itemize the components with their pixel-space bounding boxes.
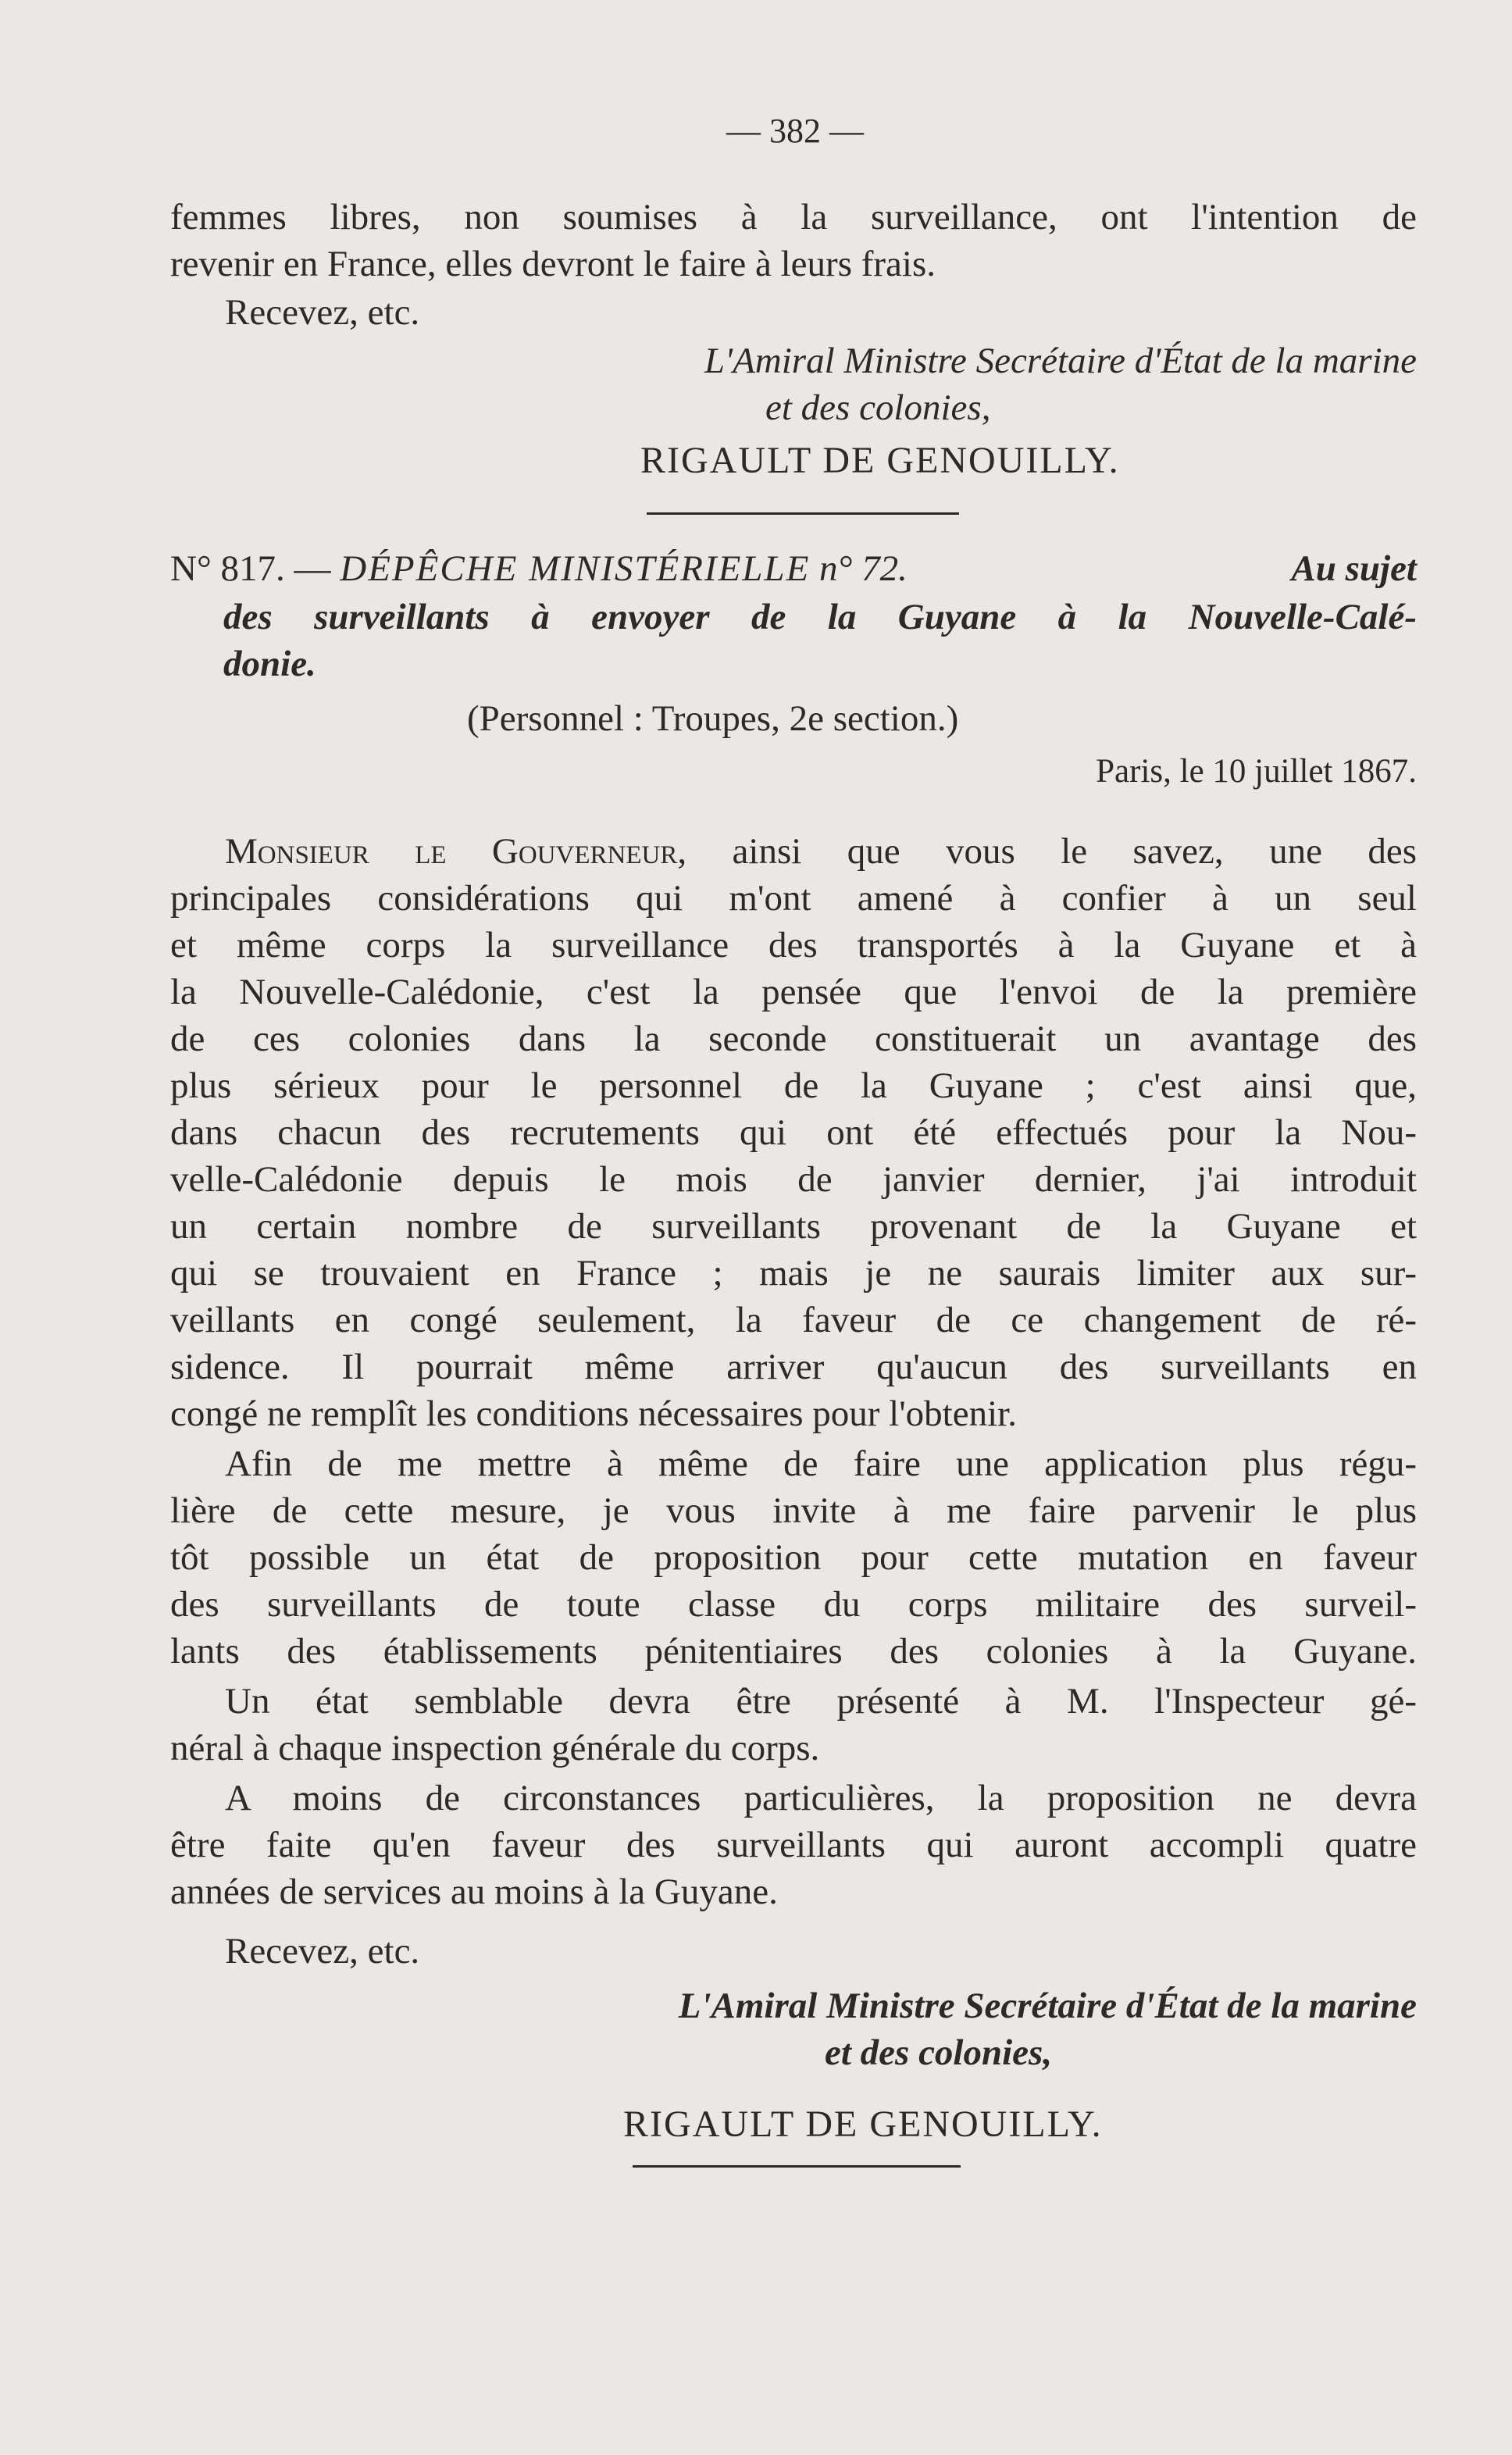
salutation: Monsieur le Gouverneur,	[225, 831, 687, 872]
signature-title: et des colonies,	[765, 387, 991, 428]
body-line: sidence. Il pourrait même arriver qu'aucun des surveillants en	[170, 1347, 1417, 1387]
body-line: tôt possible un état de proposition pour cette mutation en faveur	[170, 1537, 1417, 1578]
body-line: femmes libres, non soumises à la surveillance, ont l'intention de	[170, 197, 1417, 237]
heading-dash: —	[294, 548, 331, 589]
body-line: principales considérations qui m'ont amené à confier à un seul	[170, 878, 1417, 919]
closing-formula: Recevez, etc.	[225, 292, 420, 333]
body-line: années de services au moins à la Guyane.	[170, 1872, 778, 1912]
document-subject: des surveillants à envoyer de la Guyane à la Nouvelle-Calé-	[223, 597, 1417, 637]
signature-title: et des colonies,	[825, 2032, 1053, 2073]
closing-formula: Recevez, etc.	[225, 1931, 420, 1971]
document-heading	[170, 545, 1417, 592]
signature-name: RIGAULT DE GENOUILLY.	[640, 440, 1120, 481]
body-line: revenir en France, elles devront le faire à leurs frais.	[170, 244, 936, 284]
body-line: néral à chaque inspection générale du corps.	[170, 1728, 820, 1768]
body-line: lants des établissements pénitentiaires des colonies à la Guyane.	[170, 1631, 1417, 1672]
page-number: — 382 —	[726, 112, 864, 150]
body-line: congé ne remplît les conditions nécessaires pour l'obtenir.	[170, 1393, 1017, 1434]
body-line: A moins de circonstances particulières, la proposition ne devra	[225, 1778, 1417, 1818]
classification: (Personnel : Troupes, 2e section.)	[467, 698, 959, 739]
body-line: la Nouvelle-Calédonie, c'est la pensée que l'envoi de la première	[170, 972, 1417, 1012]
body-line-text: ainsi que vous le savez, une des	[732, 831, 1417, 872]
body-line: Un état semblable devra être présenté à M. l'Inspecteur gé-	[225, 1681, 1417, 1722]
body-line: Afin de me mettre à même de faire une application plus régu-	[225, 1443, 1417, 1484]
body-line: et même corps la surveillance des transportés à la Guyane et à	[170, 925, 1417, 965]
body-line: des surveillants de toute classe du corps militaire des surveil-	[170, 1584, 1417, 1625]
body-line: un certain nombre de surveillants provenant de la Guyane et	[170, 1206, 1417, 1247]
separator-rule	[633, 2165, 961, 2168]
body-line: dans chacun des recrutements qui ont été effectués pour la Nou-	[170, 1112, 1417, 1153]
separator-rule	[647, 512, 959, 515]
body-line: plus sérieux pour le personnel de la Guyane ; c'est ainsi que,	[170, 1065, 1417, 1106]
signature-title: L'Amiral Ministre Secrétaire d'État de la marine	[678, 1986, 1417, 2026]
body-line: qui se trouvaient en France ; mais je ne saurais limiter aux sur-	[170, 1253, 1417, 1294]
body-line	[225, 828, 1417, 875]
signature-title: L'Amiral Ministre Secrétaire d'État de la marine	[704, 341, 1417, 381]
place-date: Paris, le 10 juillet 1867.	[1096, 753, 1417, 790]
document-subject: donie.	[223, 644, 316, 684]
signature-name: RIGAULT DE GENOUILLY.	[623, 2104, 1103, 2145]
document-subject: Au sujet	[1291, 548, 1417, 589]
document-title-number: n° 72.	[819, 548, 908, 589]
body-line: velle-Calédonie depuis le mois de janvier dernier, j'ai introduit	[170, 1159, 1417, 1200]
body-line: être faite qu'en faveur des surveillants qui auront accompli quatre	[170, 1825, 1417, 1865]
body-line: veillants en congé seulement, la faveur de ce changement de ré-	[170, 1300, 1417, 1340]
body-line: lière de cette mesure, je vous invite à me faire parvenir le plus	[170, 1490, 1417, 1531]
body-line: de ces colonies dans la seconde constituerait un avantage des	[170, 1019, 1417, 1059]
document-number: N° 817.	[170, 548, 285, 589]
document-title: DÉPÊCHE MINISTÉRIELLE	[340, 548, 811, 589]
